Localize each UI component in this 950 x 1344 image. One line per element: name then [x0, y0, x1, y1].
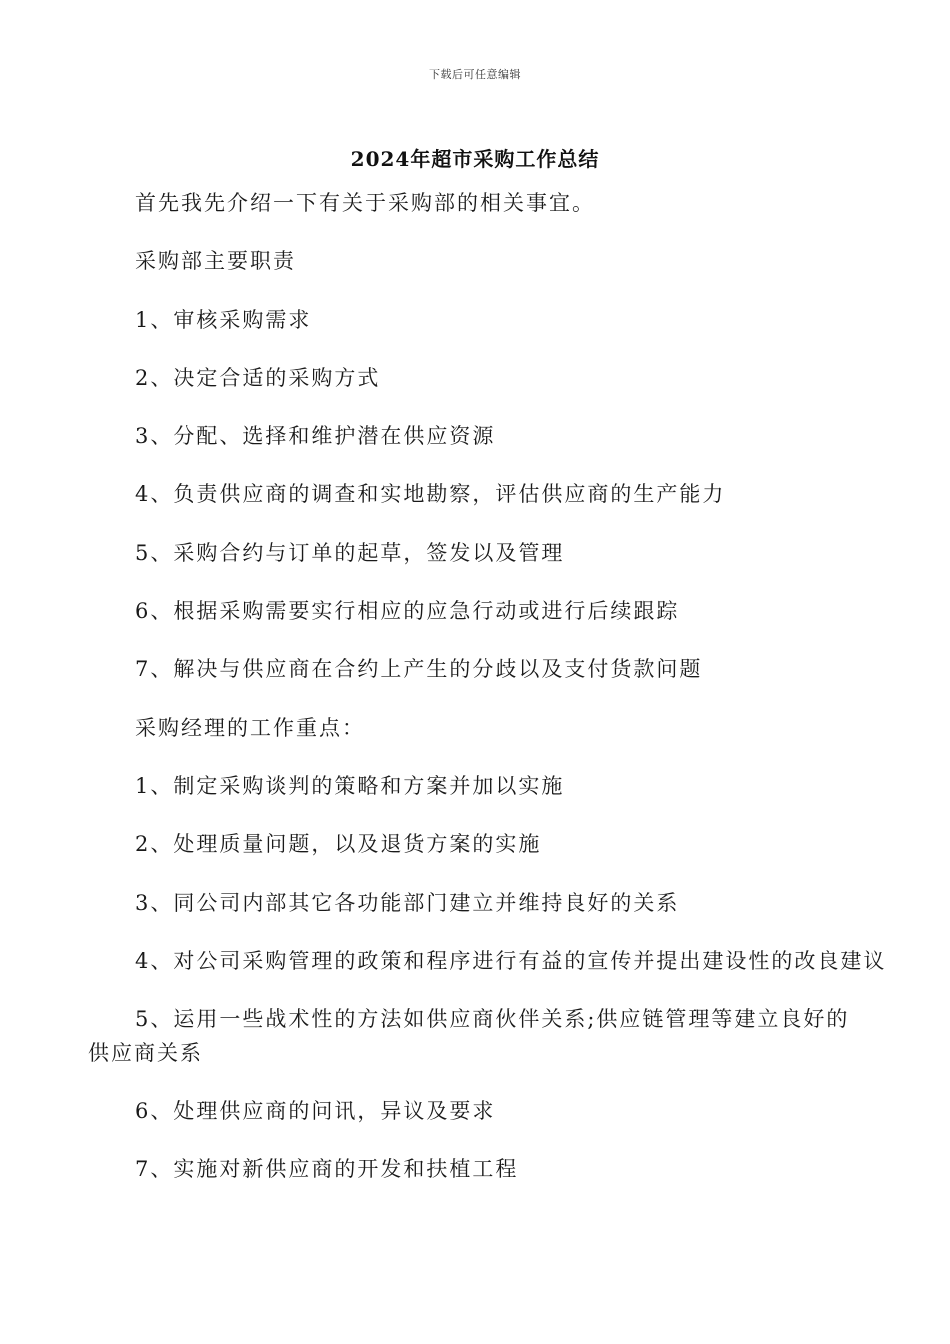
- list-item: 6、根据采购需要实行相应的应急行动或进行后续跟踪: [135, 599, 680, 624]
- list-item: 1、审核采购需求: [135, 307, 312, 332]
- list-item: 1、制定采购谈判的策略和方案并加以实施: [135, 773, 565, 798]
- document-body: [88, 174, 887, 1199]
- list-item: 3、分配、选择和维护潜在供应资源: [135, 424, 496, 449]
- list-item: 7、解决与供应商在合约上产生的分歧以及支付货款问题: [135, 657, 703, 682]
- section-heading-manager-focus: 采购经理的工作重点：: [135, 715, 365, 740]
- list-item: 6、处理供应商的问讯，异议及要求: [135, 1099, 496, 1124]
- section-heading-duties: 采购部主要职责: [135, 249, 296, 274]
- list-item: 5、运用一些战术性的方法如供应商伙伴关系;供应链管理等建立良好的供应商关系: [88, 1007, 850, 1066]
- list-item: 2、决定合适的采购方式: [135, 365, 381, 390]
- paragraph-intro: 首先我先介绍一下有关于采购部的相关事宜。: [135, 191, 595, 215]
- list-item: 7、实施对新供应商的开发和扶植工程: [135, 1157, 519, 1182]
- list-item: 3、同公司内部其它各功能部门建立并维持良好的关系: [135, 890, 680, 915]
- list-item: 2、处理质量问题，以及退货方案的实施: [135, 832, 542, 857]
- header-note: 下载后可任意编辑: [429, 68, 521, 81]
- list-item: 4、对公司采购管理的政策和程序进行有益的宣传并提出建设性的改良建议: [135, 948, 887, 973]
- list-item: 5、采购合约与订单的起草，签发以及管理: [135, 540, 565, 565]
- document-title: 2024年超市采购工作总结: [350, 147, 600, 171]
- list-item: 4、负责供应商的调查和实地勘察，评估供应商的生产能力: [135, 482, 726, 507]
